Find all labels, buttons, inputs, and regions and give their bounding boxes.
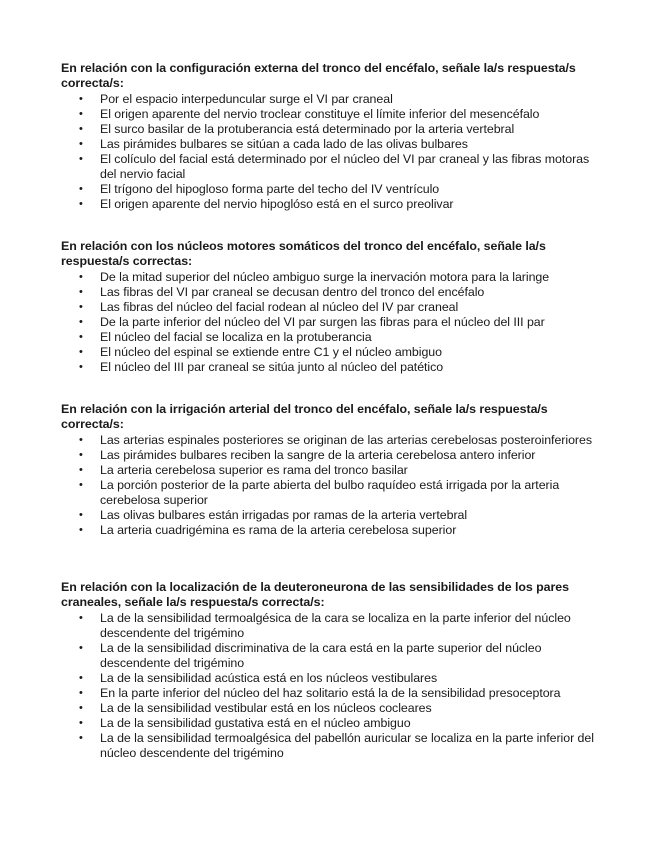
- question-block-3: [61, 402, 601, 538]
- question-block-1: [61, 61, 601, 212]
- list-item: • El origen aparente del nervio hipoglóso está en el surco preolivar: [61, 197, 601, 212]
- list-item: • De la mitad superior del núcleo ambiguo surge la inervación motora para la laringe: [61, 270, 601, 285]
- list-item: • Las fibras del núcleo del facial rodean al núcleo del IV par craneal: [61, 300, 601, 315]
- list-item: • Las fibras del VI par craneal se decusan dentro del tronco del encéfalo: [61, 285, 601, 300]
- question-title: En relación con la configuración externa del tronco del encéfalo, señale la/s respuesta/s correcta/s:: [61, 61, 576, 90]
- list-item: • En la parte inferior del núcleo del haz solitario está la de la sensibilidad presoceptora: [61, 686, 601, 701]
- question-title: En relación con la localización de la deuteroneurona de las sensibilidades de los pares craneales, señale la/s respuesta/s correcta/s:: [61, 580, 569, 609]
- options-list: [61, 270, 601, 375]
- list-item: • El núcleo del facial se localiza en la protuberancia: [61, 330, 601, 345]
- options-list: [61, 433, 601, 538]
- list-item: • El núcleo del espinal se extiende entre C1 y el núcleo ambiguo: [61, 345, 601, 360]
- list-item: • Las olivas bulbares están irrigadas por ramas de la arteria vertebral: [61, 508, 601, 523]
- list-item: • Las pirámides bulbares reciben la sangre de la arteria cerebelosa antero inferior: [61, 448, 601, 463]
- list-item: • La de la sensibilidad discriminativa de la cara está en la parte superior del núcleo descendente del trigémino: [61, 641, 601, 671]
- list-item: • La de la sensibilidad vestibular está en los núcleos cocleares: [61, 701, 601, 716]
- question-block-2: [61, 239, 601, 375]
- list-item: • Las arterias espinales posteriores se originan de las arterias cerebelosas posteroinferiores: [61, 433, 601, 448]
- list-item: • La porción posterior de la parte abierta del bulbo raquídeo está irrigada por la arteria cerebelosa superior: [61, 478, 601, 508]
- list-item: • De la parte inferior del núcleo del VI par surgen las fibras para el núcleo del III par: [61, 315, 601, 330]
- list-item: • La de la sensibilidad acústica está en los núcleos vestibulares: [61, 671, 601, 686]
- list-item: • La arteria cuadrigémina es rama de la arteria cerebelosa superior: [61, 523, 601, 538]
- question-title: En relación con la irrigación arterial del tronco del encéfalo, señale la/s respuesta/s correcta/s:: [61, 402, 548, 431]
- list-item: • Las pirámides bulbares se sitúan a cada lado de las olivas bulbares: [61, 137, 601, 152]
- list-item: • El núcleo del III par craneal se sitúa junto al núcleo del patético: [61, 360, 601, 375]
- list-item: • Por el espacio interpeduncular surge el VI par craneal: [61, 92, 601, 107]
- list-item: • El colículo del facial está determinado por el núcleo del VI par craneal y las fibras motoras del nervio facial: [61, 152, 601, 182]
- list-item: • El trígono del hipogloso forma parte del techo del IV ventrículo: [61, 182, 601, 197]
- list-item: • La arteria cerebelosa superior es rama del tronco basilar: [61, 463, 601, 478]
- options-list: [61, 92, 601, 212]
- list-item: • El surco basilar de la protuberancia está determinado por la arteria vertebral: [61, 122, 601, 137]
- list-item: • La de la sensibilidad termoalgésica del pabellón auricular se localiza en la parte inferior del núcleo descendente del trigémino: [61, 731, 601, 761]
- options-list: [61, 611, 601, 761]
- list-item: • El origen aparente del nervio troclear constituye el límite inferior del mesencéfalo: [61, 107, 601, 122]
- list-item: • La de la sensibilidad gustativa está en el núcleo ambiguo: [61, 716, 601, 731]
- question-block-4: [61, 580, 601, 761]
- question-title: En relación con los núcleos motores somáticos del tronco del encéfalo, señale la/s respuesta/s correctas:: [61, 239, 546, 268]
- list-item: • La de la sensibilidad termoalgésica de la cara se localiza en la parte inferior del núcleo descendente del trigémino: [61, 611, 601, 641]
